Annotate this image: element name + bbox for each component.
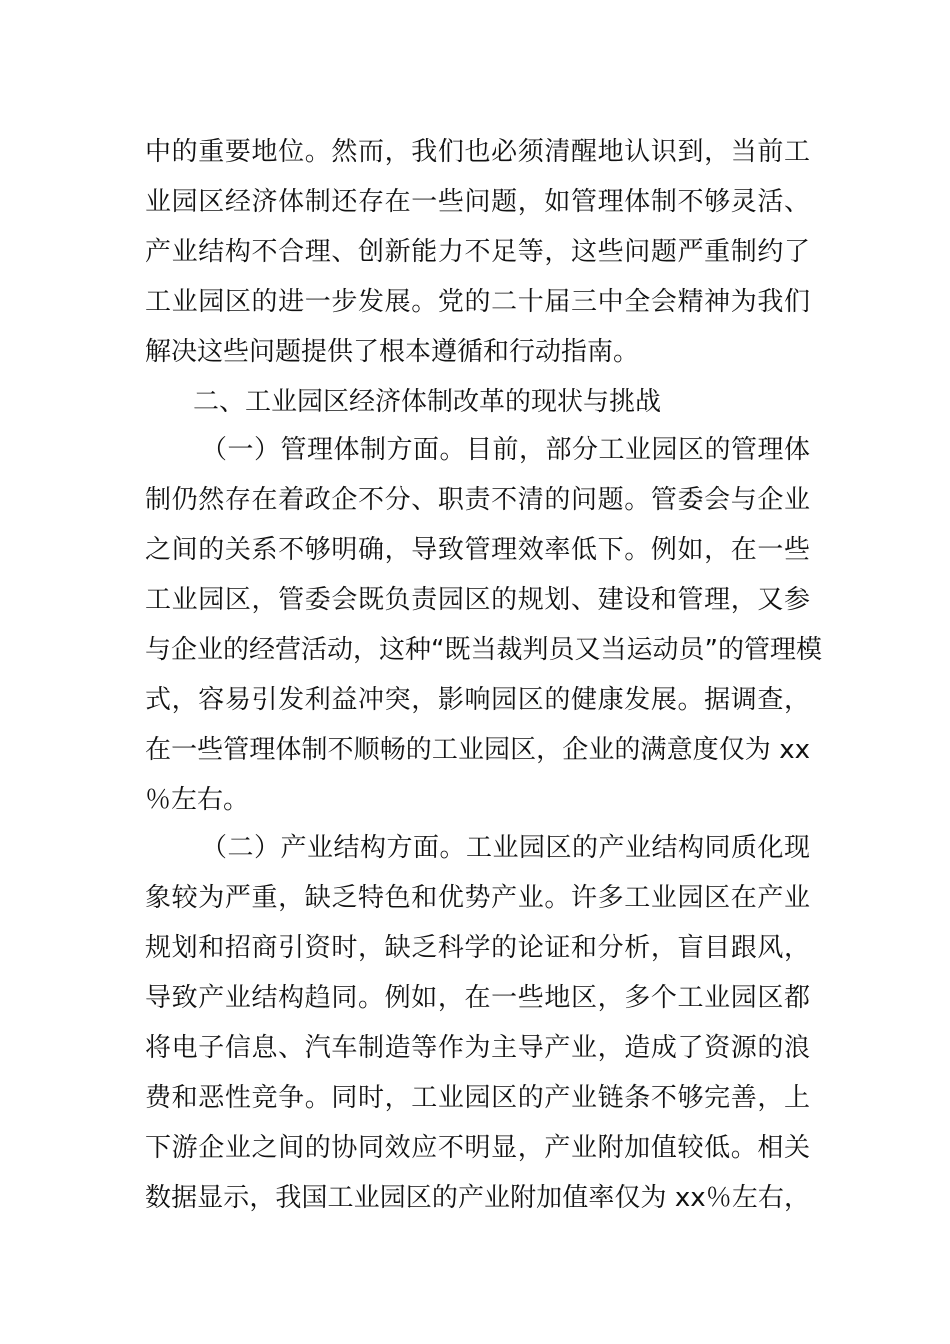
paragraph-1-line-4: 工业园区的进一步发展。党的二十届三中全会精神为我们 xyxy=(145,287,810,317)
section-heading: 二、工业园区经济体制改革的现状与挑战 xyxy=(193,387,662,417)
paragraph-3-line-6: 费和恶性竞争。同时，工业园区的产业链条不够完善，上 xyxy=(145,1083,810,1113)
paragraph-1-line-2: 业园区经济体制还存在一些问题，如管理体制不够灵活、 xyxy=(145,187,810,217)
paragraph-3-line-7: 下游企业之间的协同效应不明显，产业附加值较低。相关 xyxy=(145,1133,810,1163)
paragraph-2-line-1: （一）管理体制方面。目前，部分工业园区的管理体 xyxy=(201,435,810,465)
paragraph-2-line-2: 制仍然存在着政企不分、职责不清的问题。管委会与企业 xyxy=(145,485,810,515)
paragraph-3-line-8: 数据显示，我国工业园区的产业附加值率仅为 xx％左右， xyxy=(145,1183,810,1213)
paragraph-3-line-3: 规划和招商引资时，缺乏科学的论证和分析，盲目跟风， xyxy=(145,933,810,963)
paragraph-2-line-7: 在一些管理体制不顺畅的工业园区，企业的满意度仅为 xx xyxy=(145,735,810,765)
paragraph-1-line-3: 产业结构不合理、创新能力不足等，这些问题严重制约了 xyxy=(145,237,810,267)
paragraph-3-line-4: 导致产业结构趋同。例如，在一些地区，多个工业园区都 xyxy=(145,983,810,1013)
paragraph-2-line-8: ％左右。 xyxy=(145,785,250,815)
paragraph-3-line-2: 象较为严重，缺乏特色和优势产业。许多工业园区在产业 xyxy=(145,883,810,913)
paragraph-3-line-5: 将电子信息、汽车制造等作为主导产业，造成了资源的浪 xyxy=(145,1033,810,1063)
paragraph-2-line-6: 式，容易引发利益冲突，影响园区的健康发展。据调查， xyxy=(145,685,810,715)
paragraph-1-line-5: 解决这些问题提供了根本遵循和行动指南。 xyxy=(145,337,640,367)
paragraph-3-line-1: （二）产业结构方面。工业园区的产业结构同质化现 xyxy=(201,833,810,863)
paragraph-2-line-4: 工业园区，管委会既负责园区的规划、建设和管理，又参 xyxy=(145,585,810,615)
paragraph-2-line-5: 与企业的经营活动，这种“既当裁判员又当运动员”的管理模 xyxy=(145,635,822,665)
paragraph-2-line-3: 之间的关系不够明确，导致管理效率低下。例如，在一些 xyxy=(145,535,810,565)
paragraph-1-line-1: 中的重要地位。然而，我们也必须清醒地认识到，当前工 xyxy=(145,137,810,167)
